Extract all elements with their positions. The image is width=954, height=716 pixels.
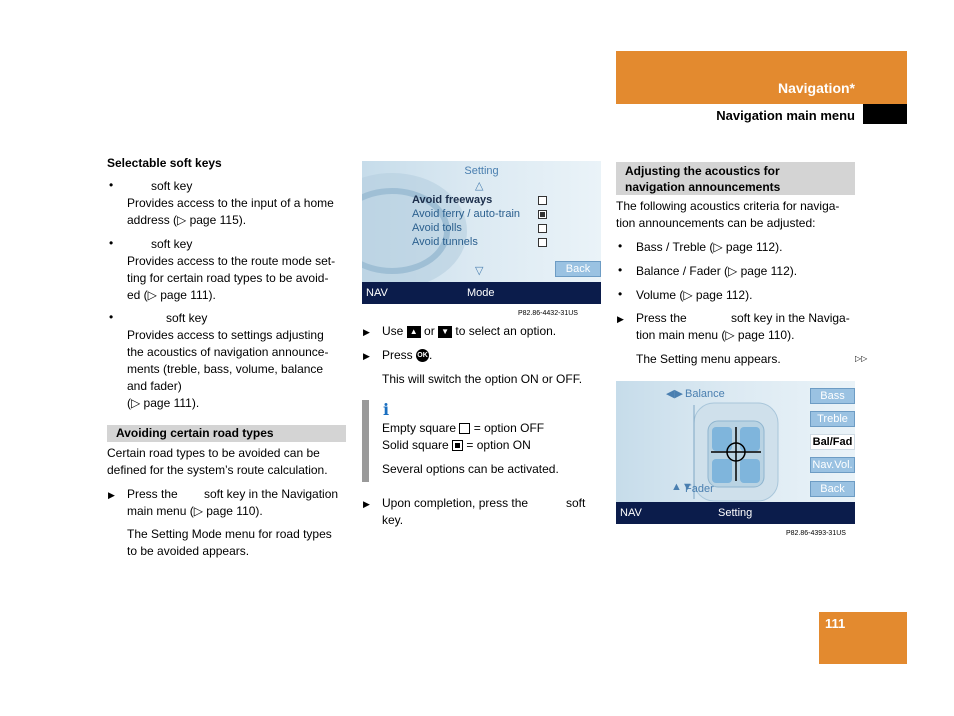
use-keys-instruction [382,323,556,340]
section-title-avoid-roads: Avoiding certain road types [116,426,274,440]
down-key-icon: ▼ [438,326,452,338]
acoustics-step-softkey: soft key in the Naviga- [731,311,850,325]
continue-arrows-icon: ▷▷ [855,354,868,363]
step-arrow-icon: ▶ [363,499,370,509]
screen-status-bar [616,502,855,524]
section-title-acoustics-1: Adjusting the acoustics for [625,164,780,178]
soft-key-desc-3-line-1: Provides access to settings adjusting [127,328,324,342]
down-arrow-icon[interactable]: ▽ [475,265,484,277]
soft-key-label-3: soft key [166,311,208,325]
fader-arrows-icon: ▲▼ [671,481,693,493]
status-bar-nav: NAV [366,287,388,299]
step-arrow-icon: ▶ [363,351,370,361]
option-off-text: = option OFF [473,421,545,435]
empty-square-note [382,420,544,437]
soft-key-desc-1-line-1: Provides access to the input of a home [127,196,334,210]
up-arrow-icon[interactable]: △ [475,180,484,192]
bass-button[interactable]: Bass [810,388,855,404]
bullet-dot: • [109,236,114,250]
avoid-roads-text-line-1: Certain road types to be avoided can be [107,446,320,460]
bullet-dot: • [109,310,114,324]
soft-key-label-1: soft key [151,179,193,193]
press-text: Press [382,348,413,362]
section-subtitle: Navigation main menu [716,108,855,123]
acoustics-intro-line-2: tion announcements can be adjusted: [616,216,816,230]
switch-option-text: This will switch the option ON or OFF. [382,372,583,386]
figure-code-1: P82.86-4432-31US [518,310,578,317]
soft-key-desc-2-line-2: ting for certain road types to be avoid- [127,271,329,285]
solid-square-text: Solid square [382,438,449,452]
bullet-dot: • [618,287,623,301]
header-tab-marker [863,104,907,124]
acoustics-intro-line-1: The following acoustics criteria for naviga- [616,199,840,213]
soft-key-desc-2-line-1: Provides access to the route mode set- [127,254,336,268]
page-number-box [819,612,907,664]
option-avoid-tolls[interactable]: Avoid tolls [412,222,462,234]
option-on-text: = option ON [466,438,531,452]
option-avoid-freeways[interactable]: Avoid freeways [412,194,493,206]
nav-vol-button[interactable]: Nav.Vol. [810,457,855,473]
step-text-line-2: main menu (▷ page 110). [127,504,263,518]
soft-key-desc-2-line-3: ed (▷ page 111). [127,288,216,302]
back-button[interactable]: Back [555,261,601,277]
checkbox-avoid-tunnels[interactable] [538,238,547,247]
empty-square-icon [459,423,470,434]
bullet-dot: • [109,178,114,192]
acoustics-bullet-balance-fader: Balance / Fader (▷ page 112). [636,264,798,278]
fader-label: Fader [685,483,714,495]
press-period: . [429,348,433,362]
mode-setting-screen [362,161,601,304]
balance-label: Balance [685,388,725,400]
status-bar-setting: Setting [718,507,753,519]
bullet-dot: • [618,239,623,253]
screen-status-bar [362,282,601,304]
completion-text-part-2: soft [566,496,586,510]
bullet-dot: • [618,263,623,277]
info-icon: i [383,400,390,419]
acoustics-setting-screen [616,381,855,524]
soft-key-desc-3-line-4: and fader) [127,379,182,393]
result-text-line-2: to be avoided appears. [127,544,250,558]
soft-key-desc-3-line-5: (▷ page 111). [127,396,200,410]
status-bar-nav: NAV [620,507,642,519]
completion-text-line-2: key. [382,513,404,527]
select-option-text: to select an option. [455,324,557,338]
section-bar-acoustics [616,162,855,195]
completion-text-part-1: Upon completion, press the [382,496,529,510]
up-key-icon: ▲ [407,326,421,338]
several-options-text: Several options can be activated. [382,462,559,476]
bal-fad-button[interactable]: Bal/Fad [810,434,855,450]
checkbox-avoid-tolls[interactable] [538,224,547,233]
balance-arrows-icon: ◀▶ [666,388,683,400]
treble-button[interactable]: Treble [810,411,855,427]
or-text: or [424,324,435,338]
option-avoid-ferry[interactable]: Avoid ferry / auto-train [412,208,521,220]
setting-menu-appears: The Setting menu appears. [636,352,781,366]
option-avoid-tunnels[interactable]: Avoid tunnels [412,236,478,248]
section-bar-avoid-roads [107,425,346,442]
header-accent-bar [616,51,907,104]
use-text: Use [382,324,404,338]
press-ok-instruction [382,347,432,364]
soft-key-desc-1-line-2: address (▷ page 115). [127,213,247,227]
status-bar-mode: Mode [467,287,495,299]
solid-square-note [382,437,531,454]
avoid-roads-text-line-2: defined for the system’s route calculation. [107,463,328,477]
solid-square-icon [452,440,463,451]
ok-key-icon: OK [416,349,429,362]
back-button[interactable]: Back [810,481,855,497]
checkbox-avoid-freeways[interactable] [538,196,547,205]
figure-code-2: P82.86-4393-31US [786,530,846,537]
page-number: 111 [825,616,846,631]
result-text-line-1: The Setting Mode menu for road types [127,527,332,541]
checkbox-avoid-ferry[interactable] [538,210,547,219]
soft-keys-heading: Selectable soft keys [107,156,222,170]
info-box-bar [362,400,369,482]
soft-key-desc-3-line-2: the acoustics of navigation announce- [127,345,329,359]
chapter-title: Navigation* [777,80,855,96]
empty-square-text: Empty square [382,421,457,435]
step-text-press: Press the [127,487,178,501]
step-arrow-icon: ▶ [617,314,624,324]
acoustics-bullet-volume: Volume (▷ page 112). [636,288,753,302]
step-arrow-icon: ▶ [363,327,370,337]
section-title-acoustics-2: navigation announcements [625,180,781,194]
step-text-softkey: soft key in the Navigation [204,487,339,501]
screen-title: Setting [464,165,499,177]
soft-key-desc-3-line-3: ments (treble, bass, volume, balance [127,362,324,376]
acoustics-bullet-bass-treble: Bass / Treble (▷ page 112). [636,240,783,254]
acoustics-step-line-2: tion main menu (▷ page 110). [636,328,795,342]
soft-key-label-2: soft key [151,237,193,251]
step-arrow-icon: ▶ [108,490,115,500]
acoustics-step-press: Press the [636,311,687,325]
